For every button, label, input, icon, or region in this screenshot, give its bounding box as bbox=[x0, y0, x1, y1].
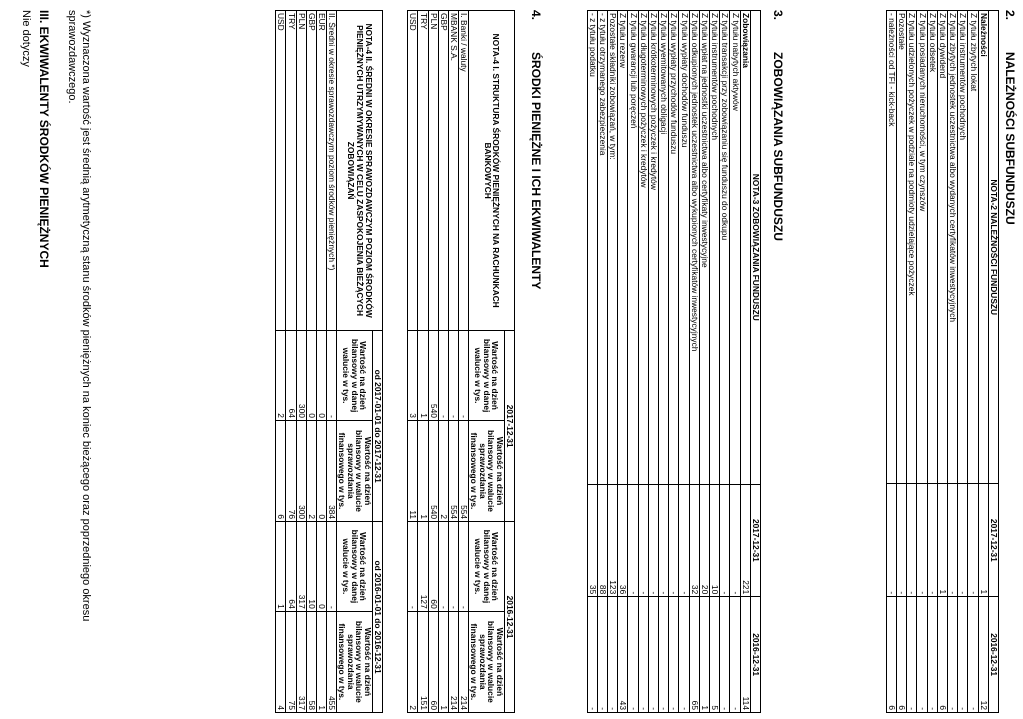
nota-4-2-row-value-a1: 2 bbox=[276, 331, 286, 421]
nota-4-2-row-value-b2: 4 bbox=[276, 611, 286, 712]
nota-4-1-row-value-b2: 214 bbox=[449, 611, 459, 712]
nota-2-row-value-2017: - bbox=[917, 484, 927, 597]
nota-3-row-value-2017: - bbox=[669, 484, 679, 597]
table-row bbox=[317, 11, 327, 713]
nota-2-row-value-2017: - bbox=[947, 484, 957, 597]
table-row bbox=[597, 11, 607, 713]
table-row bbox=[927, 11, 937, 713]
nota-3-col-2016: 2016-12-31 bbox=[750, 597, 760, 713]
nota-4-2-subhead-b1: Wartość na dzień bilansowy w walucie sprawozdania finansowego w tys. bbox=[337, 420, 372, 521]
nota-4-1-row-value-b1: 1 bbox=[418, 420, 428, 521]
table-row bbox=[689, 11, 699, 713]
nota-4-1-row-label: MBANK S.A. bbox=[449, 11, 459, 331]
nota-4-2-row-value-b1: 76 bbox=[286, 420, 296, 521]
nota-3-row-value-2017: 10 bbox=[709, 484, 719, 597]
section-3-number: 3. bbox=[771, 10, 785, 21]
nota-4-2-row-value-a1: 0 bbox=[306, 331, 316, 421]
nota-4-1-row-value-a1: 3 bbox=[408, 331, 418, 421]
nota-3-row-value-2016: - bbox=[638, 597, 648, 713]
table-row bbox=[886, 11, 896, 713]
nota-4-2-row-label: GBP bbox=[306, 11, 316, 331]
nota-3-row-value-2017: - bbox=[628, 484, 638, 597]
table-row bbox=[449, 11, 459, 713]
nota-3-row-value-2016: 43 bbox=[618, 597, 628, 713]
nota-4-1-row-value-a2: - bbox=[449, 522, 459, 612]
nota-3-row-value-2017: - bbox=[679, 484, 689, 597]
nota-3-row-value-2017: - bbox=[720, 484, 730, 597]
nota-2-row-value-2016: - bbox=[917, 597, 927, 713]
nota-3-row-value-2017: 20 bbox=[699, 484, 709, 597]
nota-3-row-value-2017: 221 bbox=[740, 484, 750, 597]
nota-2-row-label: Pozostałe bbox=[896, 11, 906, 484]
table-row bbox=[648, 11, 658, 713]
nota-4-1-row-value-a1: - bbox=[459, 331, 469, 421]
nota-3-row-label: Pozostałe składniki zobowiązań, w tym: bbox=[607, 11, 617, 485]
nota-4-1-row-label: USD bbox=[408, 11, 418, 331]
nota-2-row-label: Z tytułu dywidend bbox=[937, 11, 947, 484]
nota-2-row-value-2016: - bbox=[927, 597, 937, 713]
nota-4-2-row-value-b1: 384 bbox=[327, 420, 337, 521]
table-row bbox=[418, 11, 428, 713]
nota-4-1-row-value-b2: 60 bbox=[428, 611, 438, 712]
nota-3-row-value-2016: 114 bbox=[740, 597, 750, 713]
nota-4-2-row-value-b2: 455 bbox=[327, 611, 337, 712]
nota-2-row-label: Z tytułu udzielonych pożyczek w podziale na podmioty udzielające pożyczek bbox=[907, 11, 917, 484]
nota-2-row-value-2017: - bbox=[886, 484, 896, 597]
nota-4-1-subhead-b2: Wartość na dzień bilansowy w walucie sprawozdania finansowego w tys. bbox=[469, 611, 504, 712]
nota-3-row-label: Z tytułu krótkoterminowych pożyczek i kredytów bbox=[648, 11, 658, 485]
nota-2-row-value-2017: 1 bbox=[978, 484, 988, 597]
nota-2-row-value-2016: 12 bbox=[978, 597, 988, 713]
nota-2-row-value-2016: - bbox=[968, 597, 978, 713]
nota-3-row-label: Z tytułu rezerw bbox=[618, 11, 628, 485]
table-row bbox=[428, 11, 438, 713]
nota-4-1-row-value-b2: 214 bbox=[459, 611, 469, 712]
nota-3-row-label: - z tytułu otrzymanego zabezpieczenia bbox=[597, 11, 607, 485]
nota-2-row-label: Z tytułu zbytych lokat bbox=[968, 11, 978, 484]
section-3-title: ZOBOWIĄZANIA SUBFUNDUSZU bbox=[771, 52, 785, 241]
nota-4-1-row-value-a2: 60 bbox=[428, 522, 438, 612]
table-row bbox=[658, 11, 668, 713]
nota-2-row-value-2017: - bbox=[958, 484, 968, 597]
nota-2-row-label: Z tytułu instrumentów pochodnych bbox=[958, 11, 968, 484]
table-row bbox=[408, 11, 418, 713]
nota-2-row-value-2017: - bbox=[927, 484, 937, 597]
nota-4-1-row-label: GBP bbox=[438, 11, 448, 331]
nota-4-2-row-value-b1: 2 bbox=[306, 420, 316, 521]
nota-3-row-value-2017: 35 bbox=[587, 484, 597, 597]
table-row bbox=[978, 11, 988, 713]
table-row bbox=[679, 11, 689, 713]
nota-4-1-row-value-a1: 540 bbox=[428, 331, 438, 421]
nota-3-row-label: Z tytułu transakcji przy zobowiązaniu się funduszu do odkupu bbox=[720, 11, 730, 485]
table-row bbox=[587, 11, 597, 713]
nota-2-row-value-2017: 1 bbox=[937, 484, 947, 597]
nota-4-1-title: NOTA-4 I. STRUKTURA ŚRODKÓW PIENIĘŻNYCH NA RACHUNKACH BANKOWYCH bbox=[469, 11, 515, 331]
nota-4-1-subhead-a2: Wartość na dzień bilansowy w danej walucie w tys. bbox=[469, 522, 504, 612]
nota-4-2-row-value-b2: 58 bbox=[306, 611, 316, 712]
footnote: *) Wyznaczona wartość jest średnią arytmetyczną stanu środków pieniężnych na koniec bieżącego oraz poprzedniego okresu sprawozdawczego. bbox=[66, 10, 92, 622]
table-row bbox=[730, 11, 740, 713]
nota-3-row-value-2017: 32 bbox=[689, 484, 699, 597]
section-2-number: 2. bbox=[1003, 10, 1017, 21]
table-row bbox=[947, 11, 957, 713]
nota-4-2-row-value-b1: 6 bbox=[276, 420, 286, 521]
table-row bbox=[709, 11, 719, 713]
section-2-title: NALEŻNOŚCI SUBFUNDUSZU bbox=[1003, 52, 1017, 225]
table-row bbox=[896, 11, 906, 713]
nota-3-row-value-2017: - bbox=[730, 484, 740, 597]
table-row bbox=[438, 11, 448, 713]
nota-3-row-label: Zobowiązania bbox=[740, 11, 750, 485]
nota-4-2-subhead-a1: Wartość na dzień bilansowy w danej walucie w tys. bbox=[337, 331, 372, 421]
nota-4-2-subhead-a2: Wartość na dzień bilansowy w danej walucie w tys. bbox=[337, 522, 372, 612]
nota-3-row-label: Z tytułu wpłat na jednostki uczestnictwa albo certyfikaty inwestycyjne bbox=[699, 11, 709, 485]
nota-4-1-row-value-a1: - bbox=[438, 331, 448, 421]
nota-4-2-row-value-a1: 300 bbox=[296, 331, 306, 421]
table-row bbox=[618, 11, 628, 713]
nota-2-title: NOTA-2 NALEŻNOŚCI FUNDUSZU bbox=[988, 11, 998, 484]
nota-3-table bbox=[587, 10, 761, 713]
nota-3-row-value-2016: - bbox=[720, 597, 730, 713]
nota-4-2-subhead-b2: Wartość na dzień bilansowy w walucie sprawozdania finansowego w tys. bbox=[337, 611, 372, 712]
table-row bbox=[669, 11, 679, 713]
nota-2-col-2016: 2016-12-31 bbox=[988, 597, 998, 713]
nota-4-1-row-value-a2: - bbox=[438, 522, 448, 612]
nota-3-row-value-2016: - bbox=[587, 597, 597, 713]
nota-3-row-label: - z tytułu podatku bbox=[587, 11, 597, 485]
nota-2-table bbox=[886, 10, 999, 713]
nota-2-row-value-2017: - bbox=[907, 484, 917, 597]
nota-3-row-value-2016: - bbox=[669, 597, 679, 713]
table-row bbox=[459, 11, 469, 713]
nota-4-2-row-value-a2: 10 bbox=[306, 522, 316, 612]
section-4-number: 4. bbox=[529, 10, 543, 21]
nota-2-row-label: Z tytułu odsetek bbox=[927, 11, 937, 484]
nota-2-row-value-2016: - bbox=[907, 597, 917, 713]
nota-3-row-value-2017: - bbox=[658, 484, 668, 597]
nota-4-2-row-value-b2: 1 bbox=[317, 611, 327, 712]
nota-4-2-row-value-a2: 64 bbox=[286, 522, 296, 612]
nota-4-2-row-label: USD bbox=[276, 11, 286, 331]
nota-4-2-period-2017: od 2017-01-01 do 2017-12-31 bbox=[372, 331, 382, 522]
nota-4-1-row-value-b1: 554 bbox=[459, 420, 469, 521]
nota-4-2-table bbox=[275, 10, 383, 713]
nota-4-2-row-value-a2: - bbox=[327, 522, 337, 612]
nota-3-row-value-2016: - bbox=[597, 597, 607, 713]
nota-4-2-row-label: TRY bbox=[286, 11, 296, 331]
nota-4-2-row-value-b1: 300 bbox=[296, 420, 306, 521]
nota-3-row-value-2017: 88 bbox=[597, 484, 607, 597]
nota-3-row-label: Z tytułu odkupionych jednostek uczestnictwa albo wykupionych certyfikatów inwestycyjnych bbox=[689, 11, 699, 485]
table-row bbox=[937, 11, 947, 713]
nota-2-col-2017: 2017-12-31 bbox=[988, 484, 998, 597]
nota-4-1-row-value-b1: 540 bbox=[428, 420, 438, 521]
nota-4-1-row-label: TRY bbox=[418, 11, 428, 331]
nota-4-2-row-value-b1: 0 bbox=[317, 420, 327, 521]
table-row bbox=[638, 11, 648, 713]
nota-4-1-subhead-b1: Wartość na dzień bilansowy w walucie sprawozdania finansowego w tys. bbox=[469, 420, 504, 521]
nota-2-row-value-2016: - bbox=[947, 597, 957, 713]
section-4-title: ŚRODKI PIENIĘŻNE I ICH EKWIWALENTY bbox=[529, 52, 543, 290]
nota-4-1-row-value-b2: 151 bbox=[418, 611, 428, 712]
nota-3-row-value-2016: - bbox=[679, 597, 689, 713]
nota-3-col-2017: 2017-12-31 bbox=[750, 484, 760, 597]
nota-3-row-value-2017: 36 bbox=[618, 484, 628, 597]
nota-4-2-row-value-a1: 0 bbox=[317, 331, 327, 421]
section-iii-text: Nie dotyczy bbox=[20, 10, 32, 67]
nota-3-row-value-2016: - bbox=[607, 597, 617, 713]
nota-4-1-row-value-a2: - bbox=[408, 522, 418, 612]
nota-4-1-row-label: PLN bbox=[428, 11, 438, 331]
nota-2-row-value-2017: - bbox=[968, 484, 978, 597]
nota-3-row-value-2017: 123 bbox=[607, 484, 617, 597]
table-row bbox=[327, 11, 337, 713]
nota-3-row-value-2016: 1 bbox=[699, 597, 709, 713]
nota-4-2-title: NOTA-4 II. ŚREDNI W OKRESIE SPRAWOZDAWCZYM POZIOM ŚRODKÓW PIENIĘŻNYCH UTRZYMYWANYCH W CELU ZASPOKOJENIA BIEŻĄCYCH ZOBOWIĄZAŃ bbox=[337, 11, 383, 331]
nota-2-row-value-2016: 6 bbox=[896, 597, 906, 713]
nota-4-1-row-value-a2: 127 bbox=[418, 522, 428, 612]
nota-4-1-row-label: I. Banki / waluty bbox=[459, 11, 469, 331]
nota-3-row-value-2016: - bbox=[648, 597, 658, 713]
nota-4-1-subhead-a1: Wartość na dzień bilansowy w danej walucie w tys. bbox=[469, 331, 504, 421]
nota-3-row-label: Z tytułu długoterminowych pożyczek i kredytów bbox=[638, 11, 648, 485]
nota-3-row-value-2016: 5 bbox=[709, 597, 719, 713]
table-row bbox=[628, 11, 638, 713]
nota-4-1-row-value-b2: 2 bbox=[408, 611, 418, 712]
table-row bbox=[306, 11, 316, 713]
nota-2-row-label: Z tytułu zbytych jednostek uczestnictwa albo wydanych certyfikatów inwestycyjnych bbox=[947, 11, 957, 484]
nota-4-2-row-value-a1: 64 bbox=[286, 331, 296, 421]
nota-2-row-label: Z tytułu posiadanych nieruchomości, w tym czynszów bbox=[917, 11, 927, 484]
nota-2-row-value-2016: - bbox=[958, 597, 968, 713]
nota-4-2-period-2016: od 2016-01-01 do 2016-12-31 bbox=[372, 522, 382, 713]
nota-3-row-value-2017: - bbox=[638, 484, 648, 597]
nota-2-row-value-2017: - bbox=[896, 484, 906, 597]
table-row bbox=[699, 11, 709, 713]
nota-2-row-label: Należności bbox=[978, 11, 988, 484]
table-row bbox=[740, 11, 750, 713]
table-row bbox=[917, 11, 927, 713]
nota-4-1-table bbox=[407, 10, 515, 713]
nota-4-1-row-value-a2: - bbox=[459, 522, 469, 612]
nota-2-row-value-2016: 6 bbox=[937, 597, 947, 713]
nota-3-row-value-2017: - bbox=[648, 484, 658, 597]
nota-3-row-label: Z tytułu wyemitowanych obligacji bbox=[658, 11, 668, 485]
nota-4-2-row-value-a2: 1 bbox=[276, 522, 286, 612]
nota-4-1-row-value-b1: 11 bbox=[408, 420, 418, 521]
nota-3-row-value-2016: 65 bbox=[689, 597, 699, 713]
nota-4-2-row-value-b2: 317 bbox=[296, 611, 306, 712]
nota-3-row-label: Z tytułu wypłaty dochodów funduszu bbox=[679, 11, 689, 485]
nota-3-row-label: Z tytułu wypłaty przychodów funduszu bbox=[669, 11, 679, 485]
nota-2-row-label: - należności od TFI - kick-back bbox=[886, 11, 896, 484]
nota-3-row-value-2016: - bbox=[628, 597, 638, 713]
nota-4-2-row-value-a2: 317 bbox=[296, 522, 306, 612]
section-iii-title: III. EKWIWALENTY ŚRODKÓW PIENIĘŻNYCH bbox=[37, 10, 51, 268]
nota-4-1-row-value-b2: 1 bbox=[438, 611, 448, 712]
nota-3-row-label: Z tytułu nabytych aktywów bbox=[730, 11, 740, 485]
nota-3-title: NOTA-3 ZOBOWIĄZANIA FUNDUSZU bbox=[750, 11, 760, 485]
nota-4-2-row-label: EUR bbox=[317, 11, 327, 331]
nota-4-2-row-label: PLN bbox=[296, 11, 306, 331]
nota-4-1-row-value-b1: 554 bbox=[449, 420, 459, 521]
nota-4-2-row-value-a1: - bbox=[327, 331, 337, 421]
nota-3-row-value-2016: - bbox=[730, 597, 740, 713]
nota-4-1-period-2017: 2017-12-31 bbox=[504, 331, 514, 522]
table-row bbox=[296, 11, 306, 713]
table-row bbox=[968, 11, 978, 713]
nota-3-row-label: Z tytułu gwarancji lub poręczeń bbox=[628, 11, 638, 485]
nota-4-1-row-value-a1: 1 bbox=[418, 331, 428, 421]
table-row bbox=[720, 11, 730, 713]
nota-4-2-row-label: II. Średni w okresie sprawozdawczym poziom środków pieniężnych *) bbox=[327, 11, 337, 331]
table-row bbox=[286, 11, 296, 713]
table-row bbox=[276, 11, 286, 713]
nota-4-2-row-value-a2: 0 bbox=[317, 522, 327, 612]
table-row bbox=[958, 11, 968, 713]
nota-4-1-row-value-a1: - bbox=[449, 331, 459, 421]
nota-4-2-row-value-b2: 75 bbox=[286, 611, 296, 712]
nota-4-1-row-value-b1: 2 bbox=[438, 420, 448, 521]
nota-4-1-period-2016: 2016-12-31 bbox=[504, 522, 514, 713]
nota-3-row-value-2016: - bbox=[658, 597, 668, 713]
nota-2-row-value-2016: 6 bbox=[886, 597, 896, 713]
nota-3-row-label: Z tytułu instrumentów pochodnych bbox=[709, 11, 719, 485]
table-row bbox=[607, 11, 617, 713]
table-row bbox=[907, 11, 917, 713]
